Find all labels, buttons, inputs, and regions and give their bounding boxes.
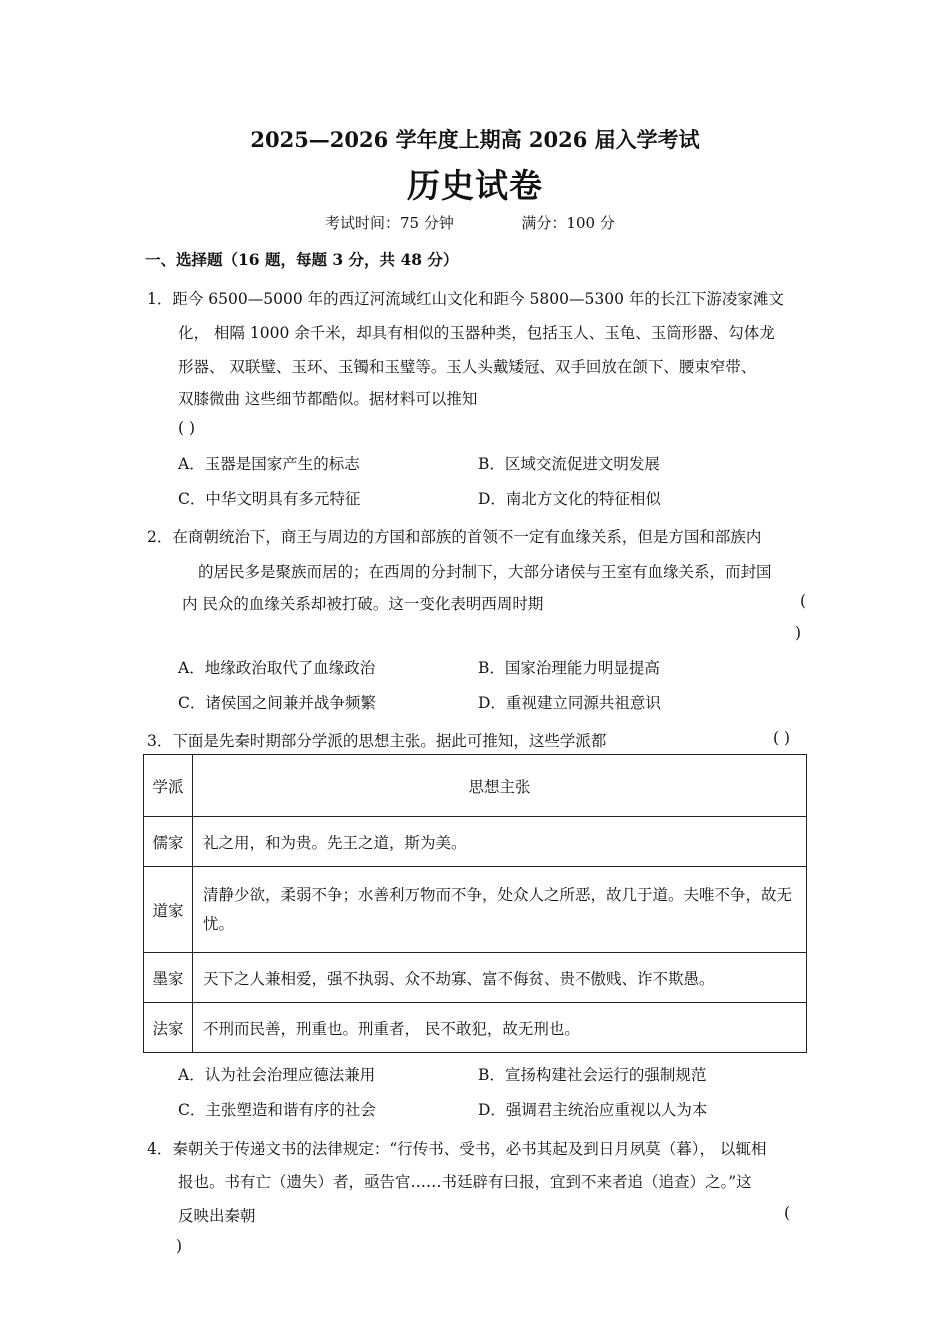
exam-title: 2025—2026 学年度上期高 2026 届入学考试	[250, 127, 700, 152]
table-row	[144, 867, 807, 953]
section-heading: 一、选择题（16 题，每题 3 分，共 48 分）	[145, 250, 459, 269]
q4-paren-open: (	[784, 1204, 791, 1222]
q1-line-4: 双膝微曲 这些细节都酷似。据材料可以推知	[178, 390, 478, 408]
school-name: 儒家	[144, 817, 193, 867]
exam-time: 考试时间：75 分钟	[325, 214, 454, 232]
q2-paren-close: )	[795, 624, 802, 642]
q1-line-1: 1．距今 6500—5000 年的西辽河流域红山文化和距今 5800—5300 年的长江下游凌家滩文	[147, 290, 784, 308]
q2-option-b: B．国家治理能力明显提高	[478, 659, 660, 677]
school-name: 道家	[144, 867, 193, 953]
table-row	[144, 1003, 807, 1053]
q2-line-1: 2．在商朝统治下，商王与周边的方国和部族的首领不一定有血缘关系，但是方国和部族内	[147, 528, 762, 546]
q1-line-2: 化， 相隔 1000 余千米，却具有相似的玉器种类，包括玉人、玉龟、玉筒形器、勾体龙	[178, 324, 775, 342]
q4-line-3: 反映出秦朝	[178, 1207, 256, 1225]
q2-option-a: A．地缘政治取代了血缘政治	[178, 659, 376, 677]
q3-answer-paren: ( )	[773, 729, 791, 747]
exam-subject: 历史试卷	[407, 166, 543, 205]
q4-paren-close: )	[176, 1237, 183, 1255]
q2-paren-open: (	[800, 592, 807, 610]
q1-option-c: C．中华文明具有多元特征	[178, 490, 361, 508]
q2-option-d: D．重视建立同源共祖意识	[478, 694, 661, 712]
table-row	[144, 817, 807, 867]
q3-option-c: C．主张塑造和谐有序的社会	[178, 1101, 376, 1119]
q1-line-3: 形器、 双联璧、玉环、玉镯和玉璧等。玉人头戴矮冠、双手回放在颌下、腰束窄带、	[178, 358, 757, 376]
school-idea: 不刑而民善，刑重也。刑重者， 民不敢犯，故无刑也。	[193, 1003, 807, 1053]
q1-option-d: D．南北方文化的特征相似	[478, 490, 661, 508]
q2-line-3: 内 民众的血缘关系却被打破。这一变化表明西周时期	[182, 595, 544, 613]
q3-line-1: 3．下面是先秦时期部分学派的思想主张。据此可推知，这些学派都	[147, 732, 607, 750]
q1-option-a: A．玉器是国家产生的标志	[178, 455, 360, 473]
school-idea: 天下之人兼相爱，强不执弱、众不劫寡、富不侮贫、贵不傲贱、诈不欺愚。	[193, 953, 807, 1003]
school-idea: 清静少欲，柔弱不争；水善利万物而不争，处众人之所恶，故几于道。夫唯不争，故无忧。	[193, 867, 807, 953]
school-idea: 礼之用，和为贵。先王之道，斯为美。	[193, 817, 807, 867]
table-header-row	[144, 755, 807, 817]
schools-table	[143, 754, 807, 1053]
table-row	[144, 953, 807, 1003]
q2-option-c: C．诸侯国之间兼并战争频繁	[178, 694, 376, 712]
table-header-idea: 思想主张	[193, 755, 807, 817]
table-header-school: 学派	[144, 755, 193, 817]
exam-meta	[325, 212, 615, 233]
school-name: 法家	[144, 1003, 193, 1053]
q3-option-b: B．宣扬构建社会运行的强制规范	[478, 1066, 707, 1084]
q1-option-b: B．区域交流促进文明发展	[478, 455, 660, 473]
q4-line-1: 4．秦朝关于传递文书的法律规定：“行传书、受书，必书其起及到日月夙莫（暮）， 以辄相	[147, 1140, 767, 1158]
q3-option-a: A．认为社会治理应德法兼用	[178, 1066, 376, 1084]
q3-option-d: D．强调君主统治应重视以人为本	[478, 1101, 708, 1119]
school-name: 墨家	[144, 953, 193, 1003]
q1-answer-paren: ( )	[178, 419, 196, 437]
exam-score: 满分：100 分	[521, 214, 615, 232]
q4-line-2: 报也。书有亡（遗失）者，亟告官……书廷辟有曰报，宜到不来者追（追查）之。”这	[178, 1173, 752, 1191]
q2-line-2: 的居民多是聚族而居的；在西周的分封制下，大部分诸侯与王室有血缘关系，而封国	[198, 563, 772, 581]
